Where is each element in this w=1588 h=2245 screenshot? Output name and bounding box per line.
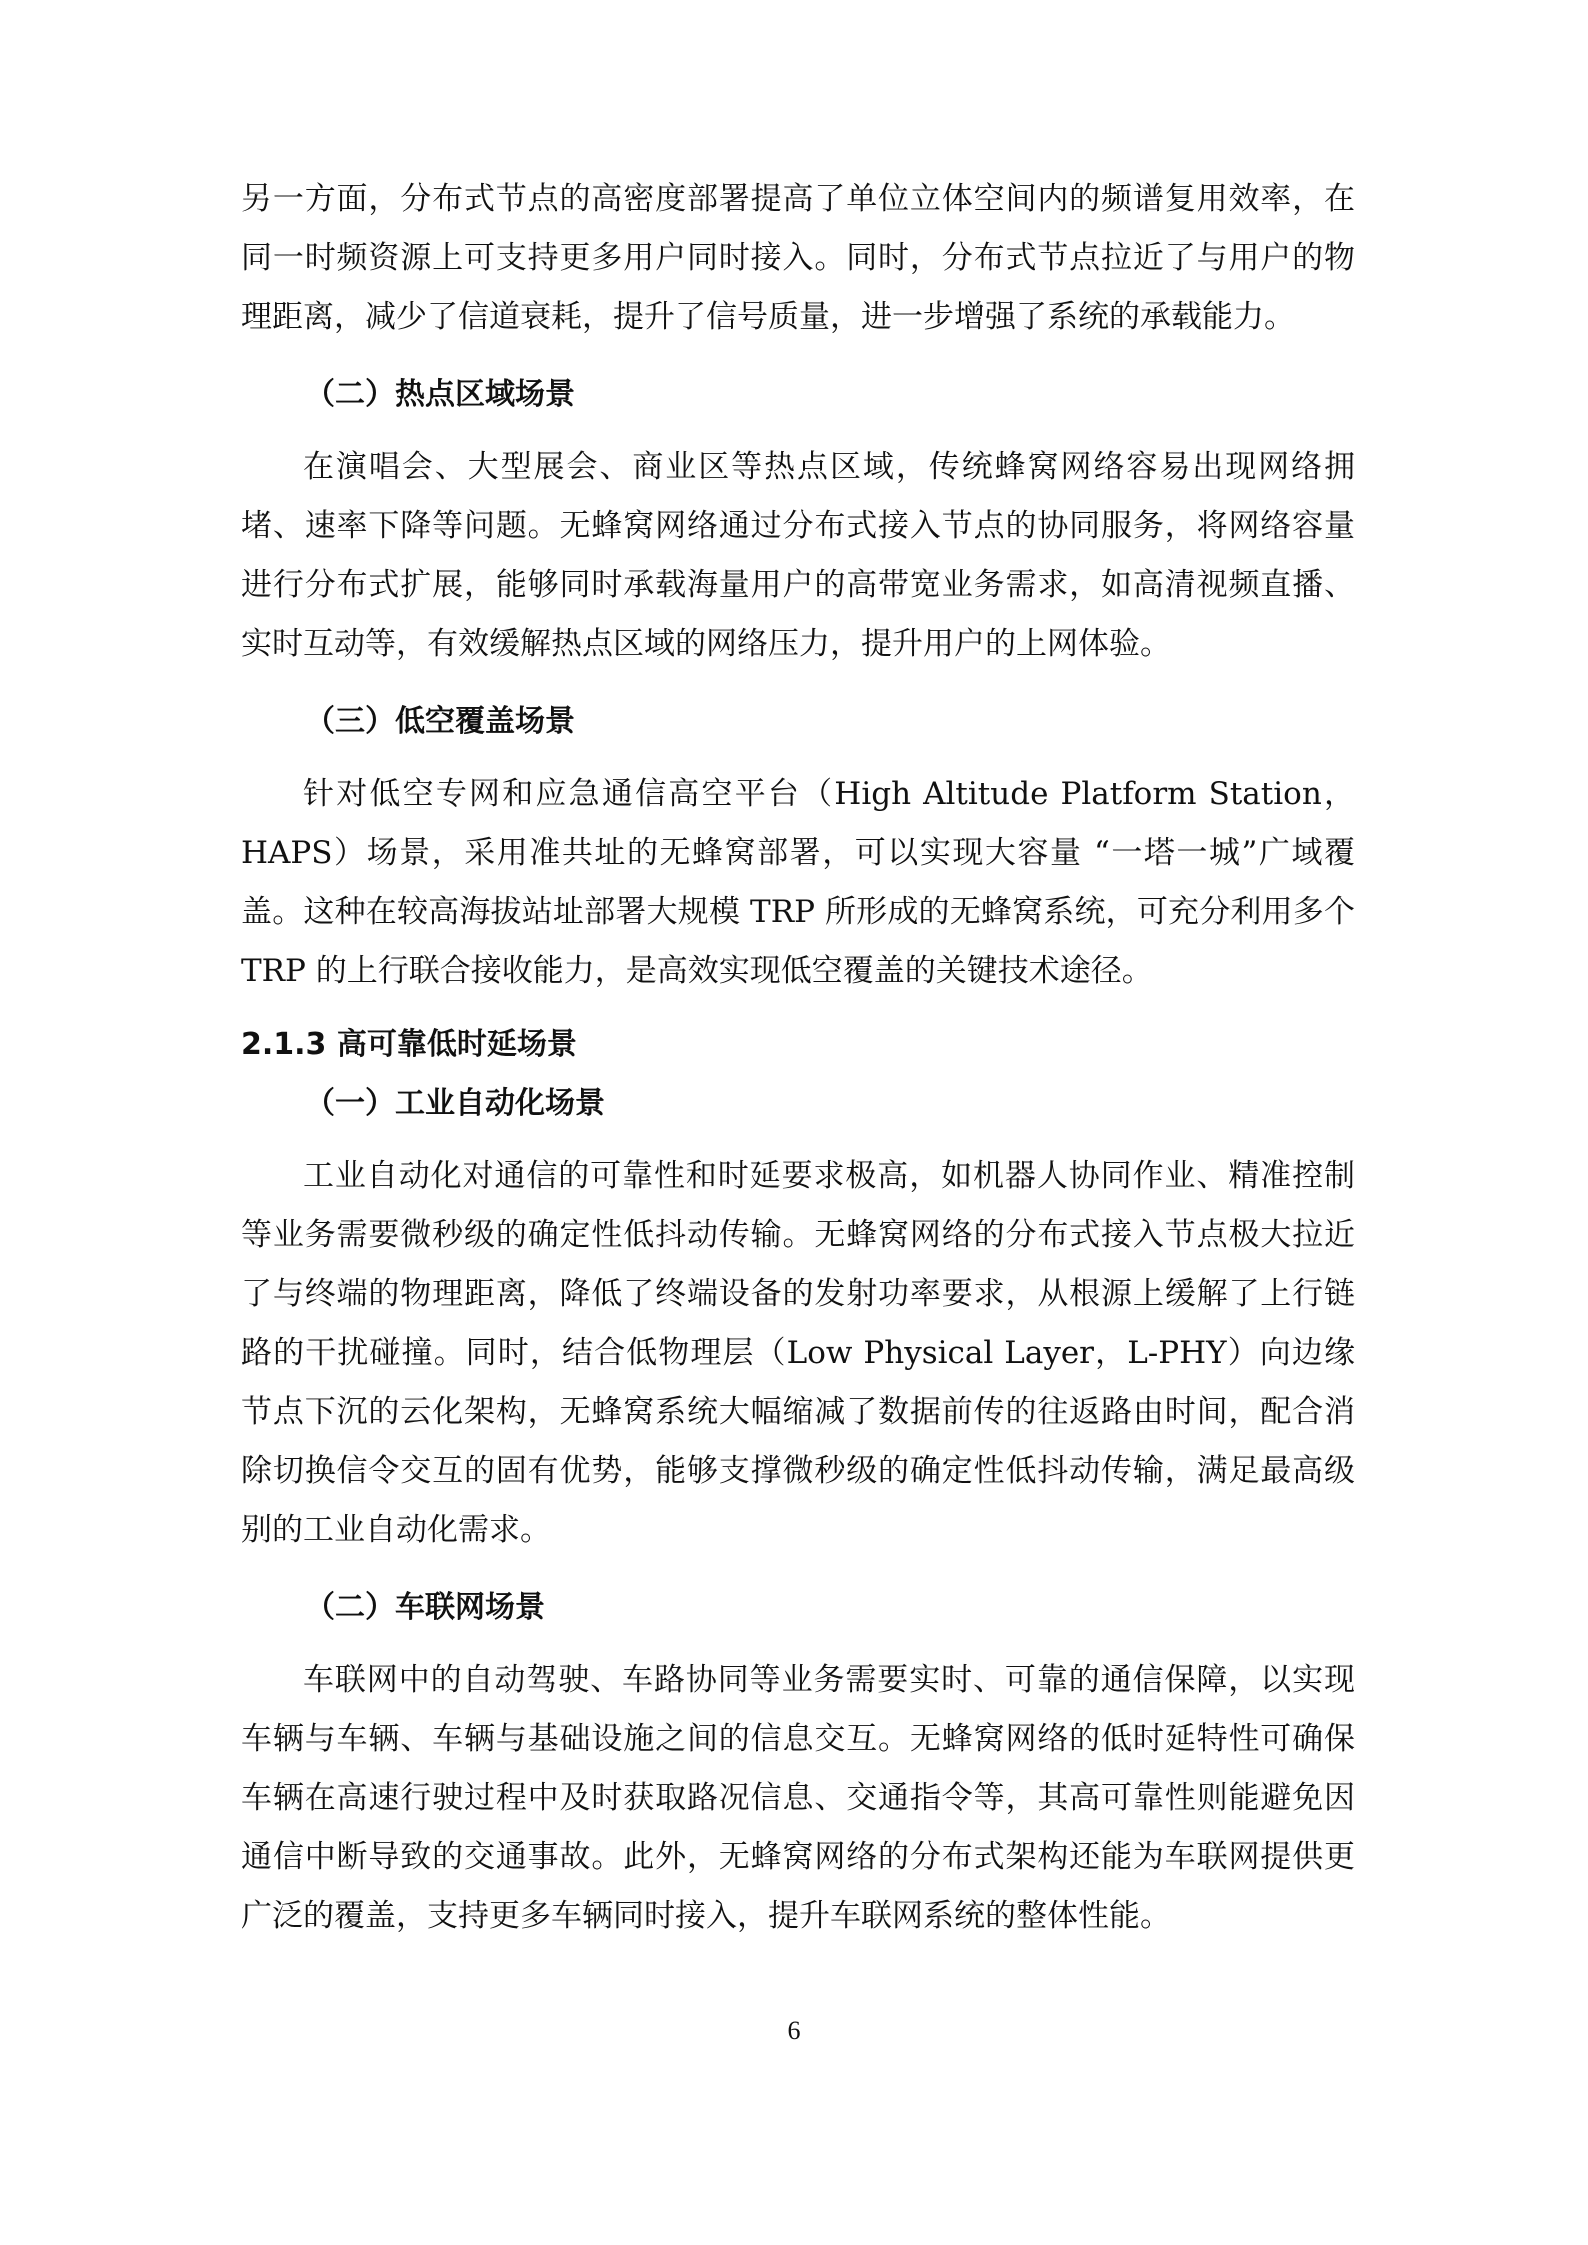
hotspot-subheading: （二）热点区域场景 xyxy=(305,377,575,412)
v2x-paragraph: 车联网中的自动驾驶、车路协同等业务需要实时、可靠的通信保障，以实现车辆与车辆、车辆与基础设施之间的信息交互。无蜂窝网络的低时延特性可确保车辆在高速行驶过程中及时获取路况信息、交通指令等，其高可靠性则能避免因通信中断导致的交通事故。此外，无蜂窝网络的分布式架构还能为车联网提供更广泛的覆盖，支持更多车辆同时接入，提升车联网系统的整体性能。 xyxy=(241,1662,1355,1934)
page-number: 6 xyxy=(787,2016,801,2045)
section-heading-2-1-3: 2.1.3 高可靠低时延场景 xyxy=(241,1027,577,1062)
low-altitude-paragraph: 针对低空专网和应急通信高空平台（High Altitude Platform Station，HAPS）场景，采用准共址的无蜂窝部署，可以实现大容量 “一塔一城”广域覆盖。这种在较高海拔站址部署大规模 TRP 所形成的无蜂窝系统，可充分利用多个 TRP 的上行联合接收能力，是高效实现低空覆盖的关键技术途径。 xyxy=(241,776,1355,989)
industrial-paragraph: 工业自动化对通信的可靠性和时延要求极高，如机器人协同作业、精准控制等业务需要微秒级的确定性低抖动传输。无蜂窝网络的分布式接入节点极大拉近了与终端的物理距离，降低了终端设备的发射功率要求，从根源上缓解了上行链路的干扰碰撞。同时，结合低物理层（Low Physical Layer，L-PHY）向边缘节点下沉的云化架构，无蜂窝系统大幅缩减了数据前传的往返路由时间，配合消除切换信令交互的固有优势，能够支撑微秒级的确定性低抖动传输，满足最高级别的工业自动化需求。 xyxy=(241,1158,1355,1548)
intro-paragraph: 另一方面，分布式节点的高密度部署提高了单位立体空间内的频谱复用效率，在同一时频资源上可支持更多用户同时接入。同时，分布式节点拉近了与用户的物理距离，减少了信道衰耗，提升了信号质量，进一步增强了系统的承载能力。 xyxy=(241,181,1355,335)
v2x-subheading: （二）车联网场景 xyxy=(305,1590,545,1625)
document-body xyxy=(241,170,1355,1946)
low-altitude-subheading: （三）低空覆盖场景 xyxy=(305,704,575,739)
industrial-subheading: （一）工业自动化场景 xyxy=(305,1086,605,1121)
hotspot-paragraph: 在演唱会、大型展会、商业区等热点区域，传统蜂窝网络容易出现网络拥堵、速率下降等问题。无蜂窝网络通过分布式接入节点的协同服务，将网络容量进行分布式扩展，能够同时承载海量用户的高带宽业务需求，如高清视频直播、实时互动等，有效缓解热点区域的网络压力，提升用户的上网体验。 xyxy=(241,449,1355,662)
